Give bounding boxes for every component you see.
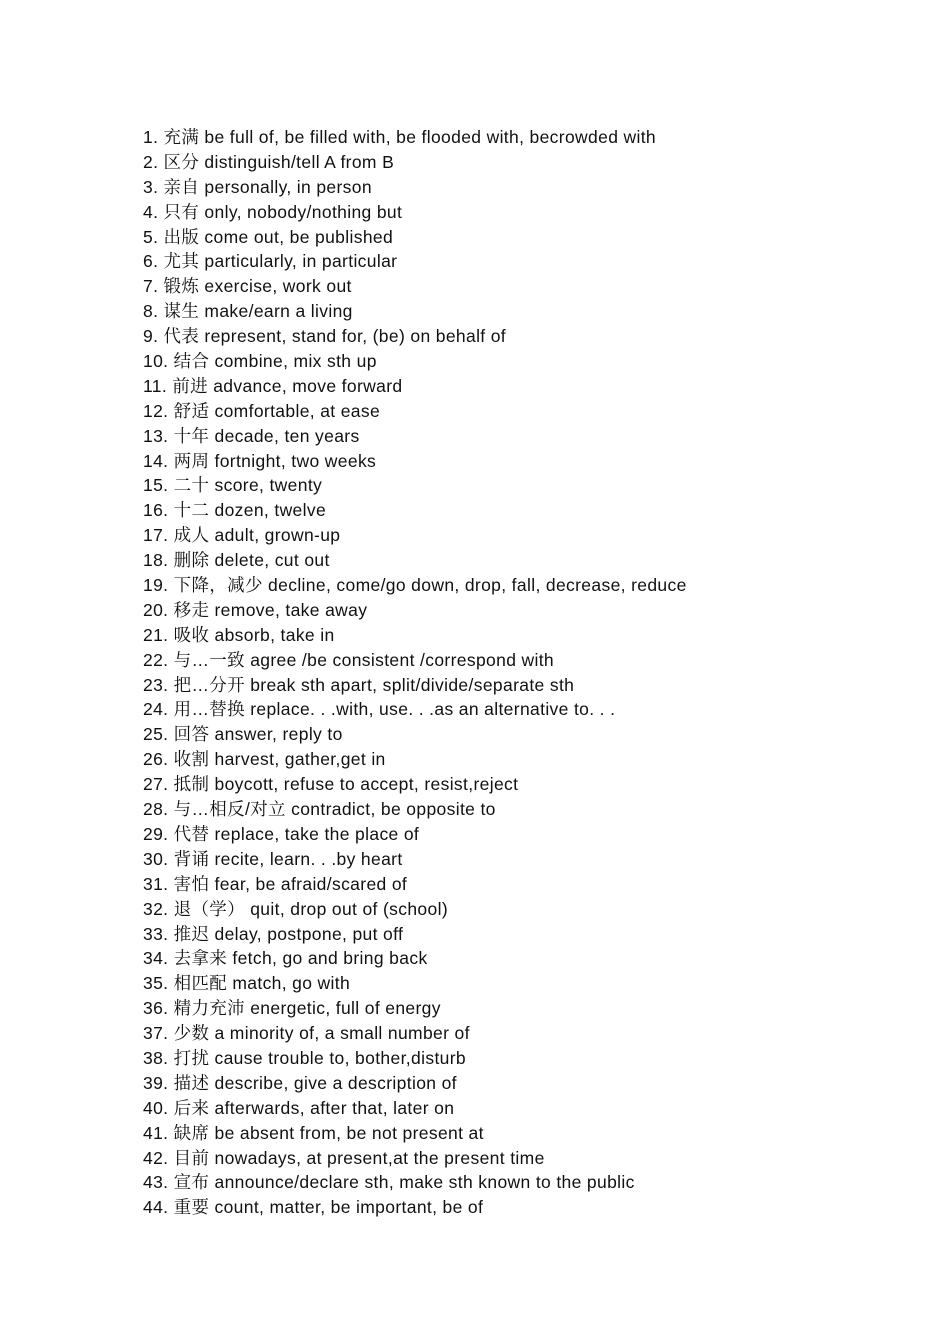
list-item: 2. 区分 distinguish/tell A from B [143,151,395,172]
list-item: 3. 亲自 personally, in person [143,176,372,197]
list-item: 20. 移走 remove, take away [143,599,368,620]
list-item: 7. 锻炼 exercise, work out [143,276,352,297]
list-item: 21. 吸收 absorb, take in [143,624,335,645]
list-item: 24. 用…替换 replace. . .with, use. . .as an alternative to. . . [143,699,616,720]
list-item: 41. 缺席 be absent from, be not present at [143,1122,484,1143]
list-item: 43. 宣布 announce/declare sth, make sth known to the public [143,1172,635,1193]
list-item: 4. 只有 only, nobody/nothing but [143,201,403,222]
list-item: 40. 后来 afterwards, after that, later on [143,1097,455,1118]
list-item: 33. 推迟 delay, postpone, put off [143,923,404,944]
list-item: 36. 精力充沛 energetic, full of energy [143,998,441,1019]
list-item: 12. 舒适 comfortable, at ease [143,400,381,421]
list-item: 11. 前进 advance, move forward [143,375,403,396]
list-item: 35. 相匹配 match, go with [143,973,351,994]
list-item: 19. 下降，减少 decline, come/go down, drop, fall, decrease, reduce [143,575,687,596]
list-item: 44. 重要 count, matter, be important, be of [143,1197,484,1218]
list-item: 18. 删除 delete, cut out [143,550,330,571]
list-item: 22. 与…一致 agree /be consistent /correspond with [143,649,555,670]
list-item: 13. 十年 decade, ten years [143,425,360,446]
list-item: 42. 目前 nowadays, at present,at the present time [143,1147,545,1168]
list-item: 30. 背诵 recite, learn. . .by heart [143,848,403,869]
list-item: 23. 把…分开 break sth apart, split/divide/separate sth [143,674,575,695]
list-item: 26. 收割 harvest, gather,get in [143,749,386,770]
list-item: 27. 抵制 boycott, refuse to accept, resist,reject [143,774,519,795]
list-item: 28. 与…相反/对立 contradict, be opposite to [143,799,496,820]
list-item: 16. 十二 dozen, twelve [143,500,327,521]
list-item: 9. 代表 represent, stand for, (be) on behalf of [143,326,507,347]
list-item: 6. 尤其 particularly, in particular [143,251,398,272]
list-item: 8. 谋生 make/earn a living [143,301,353,322]
list-item: 1. 充满 be full of, be filled with, be flooded with, becrowded with [143,127,657,147]
list-item: 5. 出版 come out, be published [143,226,394,247]
list-item: 34. 去拿来 fetch, go and bring back [143,948,428,969]
list-item: 25. 回答 answer, reply to [143,724,343,745]
list-item: 31. 害怕 fear, be afraid/scared of [143,873,408,894]
list-item: 37. 少数 a minority of, a small number of [143,1023,470,1044]
list-item: 29. 代替 replace, take the place of [143,823,420,844]
list-item: 39. 描述 describe, give a description of [143,1072,457,1093]
list-item: 17. 成人 adult, grown-up [143,525,341,546]
list-item: 15. 二十 score, twenty [143,475,323,496]
list-item: 38. 打扰 cause trouble to, bother,disturb [143,1047,466,1068]
vocabulary-list [143,125,687,1220]
list-item: 10. 结合 combine, mix sth up [143,351,377,372]
list-item: 32. 退（学） quit, drop out of (school) [143,898,449,919]
list-item: 14. 两周 fortnight, two weeks [143,450,377,471]
